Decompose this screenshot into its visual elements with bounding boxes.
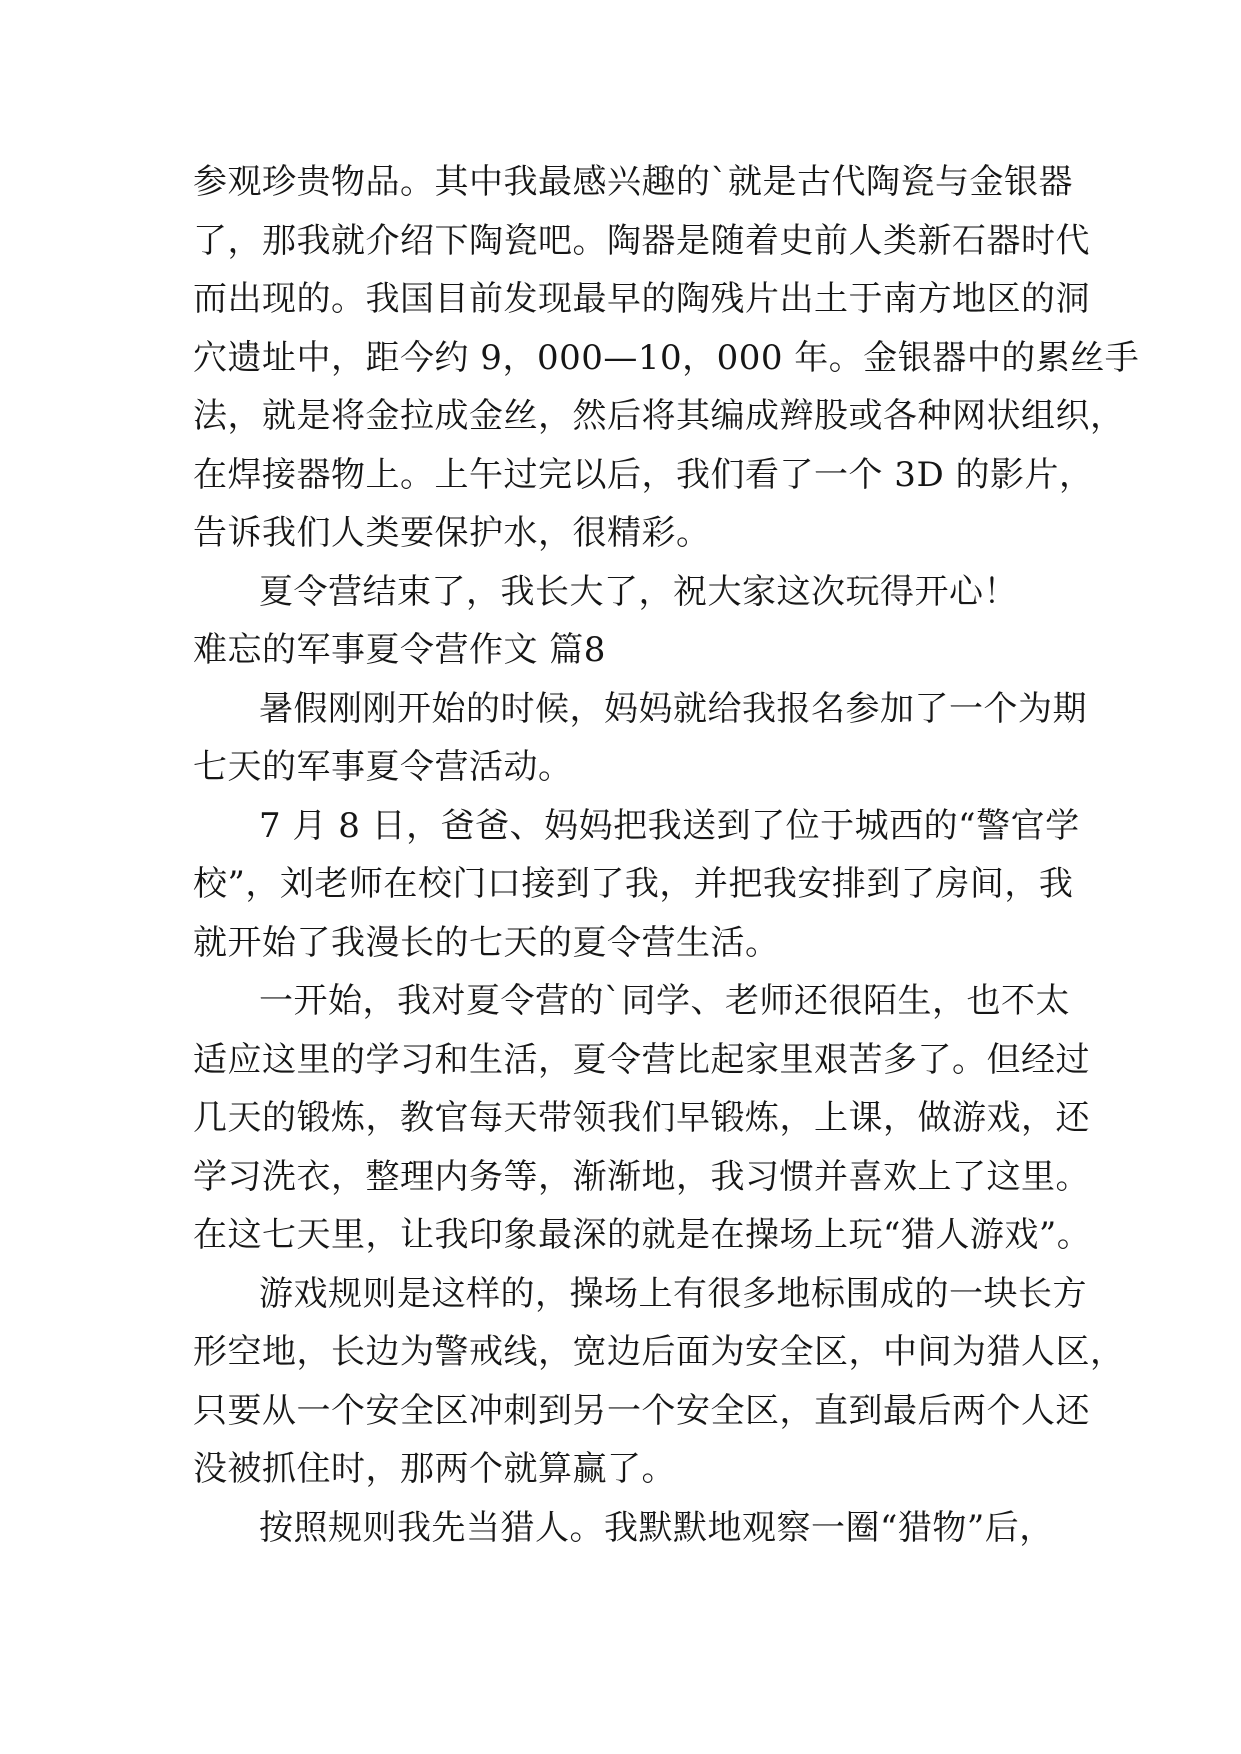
essay-line: 暑假刚刚开始的时候，妈妈就给我报名参加了一个为期	[259, 688, 1087, 729]
essay-line: 夏令营结束了，我长大了，祝大家这次玩得开心！	[259, 571, 1018, 612]
essay-line: 穴遗址中，距今约 9，000—10，000 年。金银器中的累丝手	[193, 337, 1140, 378]
essay-line: 就开始了我漫长的七天的夏令营生活。	[193, 922, 780, 963]
essay-text-block	[193, 153, 1140, 1557]
essay-line: 参观珍贵物品。其中我最感兴趣的`就是古代陶瓷与金银器	[193, 162, 1073, 202]
essay-line: 游戏规则是这样的，操场上有很多地标围成的一块长方	[259, 1273, 1087, 1314]
essay-line: 而出现的。我国目前发现最早的陶残片出土于南方地区的洞	[193, 279, 1090, 319]
essay-line: 校”，刘老师在校门口接到了我，并把我安排到了房间，我	[193, 864, 1074, 904]
essay-line: 法，就是将金拉成金丝，然后将其编成辫股或各种网状组织，	[193, 396, 1125, 436]
essay-line: 按照规则我先当猎人。我默默地观察一圈“猎物”后，	[259, 1507, 1054, 1548]
essay-line: 学习洗衣，整理内务等，渐渐地，我习惯并喜欢上了这里。	[193, 1156, 1090, 1197]
essay-line: 告诉我们人类要保护水，很精彩。	[193, 513, 711, 553]
essay-line: 形空地，长边为警戒线，宽边后面为安全区，中间为猎人区，	[193, 1332, 1125, 1372]
essay-line: 适应这里的学习和生活，夏令营比起家里艰苦多了。但经过	[193, 1039, 1090, 1080]
essay-line: 只要从一个安全区冲刺到另一个安全区，直到最后两个人还	[193, 1390, 1090, 1431]
essay-line: 7 月 8 日，爸爸、妈妈把我送到了位于城西的“警官学	[259, 805, 1080, 846]
essay-line: 七天的军事夏令营活动。	[193, 747, 573, 787]
essay-section-heading: 难忘的军事夏令营作文 篇8	[193, 630, 606, 670]
essay-line: 几天的锻炼，教官每天带领我们早锻炼，上课，做游戏，还	[193, 1098, 1090, 1138]
essay-line: 没被抓住时，那两个就算赢了。	[193, 1449, 676, 1489]
essay-line: 了，那我就介绍下陶瓷吧。陶器是随着史前人类新石器时代	[193, 220, 1090, 261]
essay-line: 在焊接器物上。上午过完以后，我们看了一个 3D 的影片，	[193, 454, 1094, 495]
essay-line: 一开始，我对夏令营的`同学、老师还很陌生，也不太	[259, 981, 1070, 1021]
essay-line: 在这七天里，让我印象最深的就是在操场上玩“猎人游戏”。	[193, 1215, 1092, 1255]
